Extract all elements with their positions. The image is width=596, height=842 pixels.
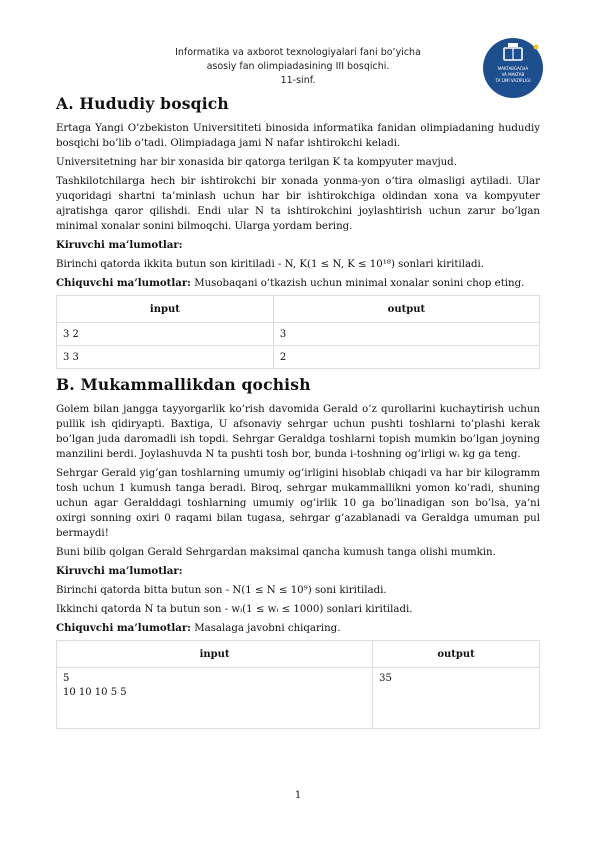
header-line-3: 11-sinf. [280,75,316,86]
table-header-input: input [57,296,274,323]
table-row [57,668,540,729]
page-content [56,94,540,733]
input-line-1: 5 [63,673,70,684]
header-line-1: Informatika va axborot texnologiyalari fani bo’yicha [175,47,421,58]
table-row [57,323,540,346]
section-a-paragraph-3: Tashkilotchilarga hech bir ishtirokchi bir xonada yonma-yon o‘tira olmasligi aytiladi. Ular yuqoridagi shartni ta’minlash uchun har bir ishtirokchiga oldindan xona va kompyuter ajratishga qaror qilishdi. Endi ular N ta ishtirokchini joylashtirish uchun zarur bo’lgan minimal xonalar sonini bilmoqchi. Ularga yordam bering. [56,176,540,232]
ministry-logo [482,37,544,99]
table-cell-input [57,668,373,729]
section-b-title: B. Mukammallikdan qochish [56,375,311,394]
section-b-paragraph-2: Sehrgar Gerald yig’gan toshlarning umumiy og’irligini hisoblab chiqadi va har bir kilogramm tosh uchun 1 kumush tanga beradi. Biroq, sehrgar mukammallikni yomon ko’radi, shuning uchun agar Geralddagi toshlarning umumiy og’irlik 10 ga bo’linadigan son bo’lsa, ya’ni oxirgi sonning oxiri 0 raqami bilan tugasa, sehrgar g’azablanadi va Geraldga umuman pul bermaydi! [56,468,540,539]
section-b-input-text-2: Ikkinchi qatorda N ta butun son - wᵢ(1 ≤ wᵢ ≤ 1000) sonlari kiritiladi. [56,604,413,615]
section-a-title: A. Hududiy bosqich [56,94,229,113]
section-b-example-table [56,640,540,729]
table-row [57,346,540,369]
table-cell-output: 3 [273,323,539,346]
table-header-output: output [373,641,540,668]
section-a-paragraph-1: Ertaga Yangi O’zbekiston Universititeti binosida informatika fanidan olimpiadaning hududiy bosqichi bo’lib o’tadi. Olimpiadaga jami N nafar ishtirokchi keladi. [56,123,540,149]
logo-text-1: MAKTABGACHA [497,66,529,71]
table-header-output: output [273,296,539,323]
section-a-output-heading: Chiquvchi ma’lumotlar: [56,277,191,289]
section-a-output-text: Musobaqani o’tkazish uchun minimal xonalar sonini chop eting. [190,278,525,289]
table-cell-input: 3 3 [57,346,274,369]
input-line-2: 10 10 10 5 5 [63,687,127,698]
section-a-input-text: Birinchi qatorda ikkita butun son kiritiladi - N, K(1 ≤ N, K ≤ 10¹⁸) sonlari kiritiladi. [56,259,485,270]
table-cell-output: 35 [373,668,540,729]
section-b-output-text: Masalaga javobni chiqaring. [190,623,341,634]
section-a-example-table [56,295,540,369]
section-b-output [56,621,540,636]
section-b-paragraph-3: Buni bilib qolgan Gerald Sehrgardan maksimal qancha kumush tanga olishi mumkin. [56,547,496,558]
table-cell-output: 2 [273,346,539,369]
logo-text-3: TA’LIMI VAZIRLIGI [495,78,531,83]
section-b-paragraph-1: Golem bilan jangga tayyorgarlik ko’rish davomida Gerald o’z qurollarini kuchaytirish uchun pullik ish qidiryapti. Baxtiga, U afsonaviy sehrgar uchun pushti toshlarni to’plashi kerak bo’lgan juda daromadli ish topdi. Sehrgar Geraldga toshlarni topish mumkin bo’lgan joyning manzilini berdi. Joylashuvda N ta pushti tosh bor, bunda i-toshning og’irligi wᵢ kg ga teng. [56,404,540,460]
table-header-input: input [57,641,373,668]
page-number: 1 [294,790,302,801]
table-cell-input: 3 2 [57,323,274,346]
section-a-paragraph-2: Universitetning har bir xonasida bir qatorga terilgan K ta kompyuter mavjud. [56,157,457,168]
section-b-output-heading: Chiquvchi ma’lumotlar: [56,622,191,634]
section-a-output [56,276,540,291]
section-b-input-text-1: Birinchi qatorda bitta butun son - N(1 ≤ N ≤ 10⁹) soni kiritiladi. [56,585,387,596]
logo-text-2: VA MAKTAB [501,72,525,77]
header-line-2: asosiy fan olimpiadasining III bosqichi. [206,61,390,72]
section-b-input-heading: Kiruvchi ma’lumotlar: [56,565,183,577]
section-a-input-heading: Kiruvchi ma’lumotlar: [56,239,183,251]
